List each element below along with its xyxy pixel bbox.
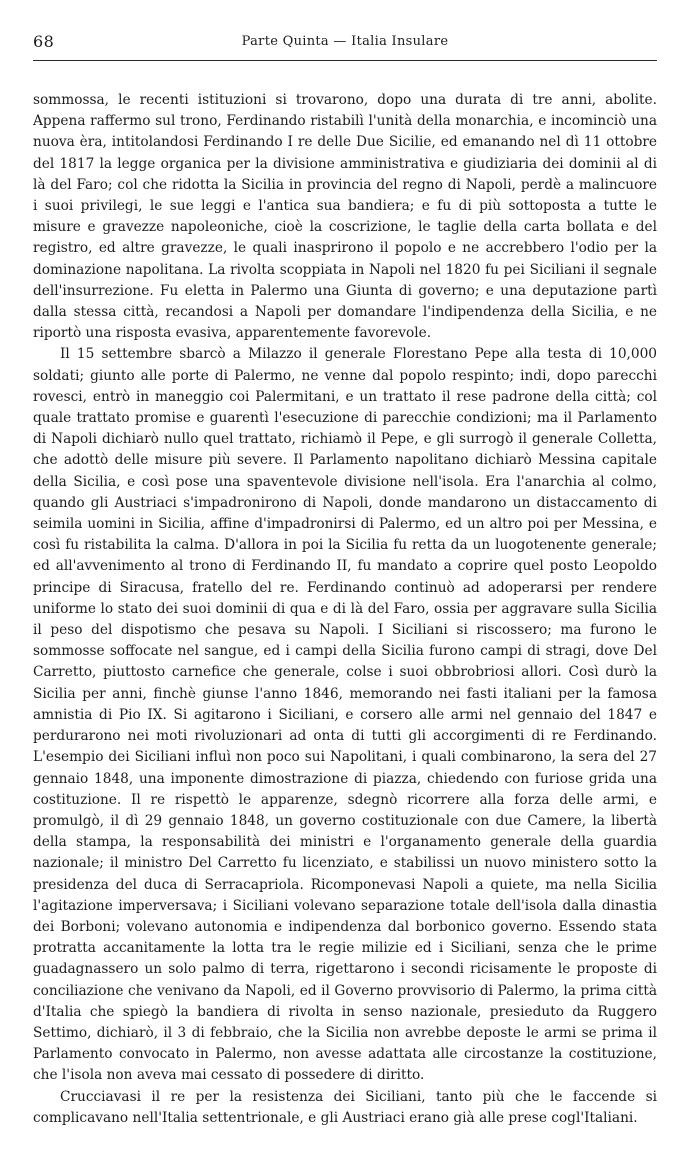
paragraph: Il 15 settembre sbarcò a Milazzo il generale Florestano Pepe alla testa di 10,000 soldati; giunto alle porte di Palermo, ne venne dal popolo respinto; indi, dopo parecchi rovesci, entrò in maneggio coi Palermitani, e un trattato il rese padrone della città; col quale trattato promise e guarentì l'esecuzione di parecchie condizioni; ma il Parlamento di Napoli dichiarò nullo quel trattato, richiamò il Pepe, e gli surrogò il generale Colletta, che adottò delle misure più severe. Il Parlamento napolitano dichiarò Messina capitale della Sicilia, e così pose una spaventevole divisione nell'isola. Era l'anarchia al colmo, quando gli Austriaci s'impadronirono di Napoli, donde mandarono un distaccamento di seimila uomini in Sicilia, affine d'impadronirsi di Palermo, ed un altro poi per Messina, e così fu ristabilita la calma. D'allora in poi la Sicilia fu retta da un luogotenente generale; ed all'avvenimento al trono di Ferdinando II, fu mandato a coprire quel posto Leopoldo principe di Siracusa, fratello del re. Ferdinando continuò ad adoperarsi per rendere uniforme lo stato dei suoi dominii di qua e di là del Faro, ossia per aggravare sulla Sicilia il peso del dispotismo che pesava su Napoli. I Siciliani si riscossero; ma furono le sommosse soffocate nel sangue, ed i campi della Sicilia furono campi di stragi, dove Del Carretto, piuttosto carnefice che generale, colse i suoi obbrobriosi allori. Così durò la Sicilia per anni, finchè giunse l'anno 1846, memorando nei fasti italiani per la famosa amnistia di Pio IX. Si agitarono i Siciliani, e corsero alle armi nel gennaio del 1847 e perdurarono nei moti rivoluzionari ad onta di tutti gli accorgimenti di re Ferdinando. L'esempio dei Siciliani influì non poco sui Napolitani, i quali combinarono, la sera del 27 gennaio 1848, una imponente dimostrazione di piazza, chiedendo con furiose grida una costituzione. Il re rispettò le apparenze, sdegnò ricorrere alla forza delle armi, e promulgò, il dì 29 gennaio 1848, un governo costituzionale con due Camere, la libertà della stampa, la responsabilità dei ministri e l'organamento generale della guardia nazionale; il ministro Del Carretto fu licenziato, e stabilissi un nuovo ministero sotto la presidenza del duca di Serracapriola. Ricomponevasi Napoli a quiete, ma nella Sicilia l'agitazione imperversava; i Siciliani volevano separazione totale dell'isola dalla dinastia dei Borboni; volevano autonomia e indipendenza dal borbonico governo. Essendo stata protratta accanitamente la lotta tra le regie milizie ed i Siciliani, senza che le prime guadagnassero un solo palmo di terra, rigettarono i secondi ricisamente le proposte di conciliazione che venivano da Napoli, ed il Governo provvisorio di Palermo, la prima città d'Italia che spiegò la bandiera di rivolta in senso nazionale, presieduto da Ruggero Settimo, dichiarò, il 3 di febbraio, che la Sicilia non avrebbe deposte le armi se prima il Parlamento convocato in Palermo, non avesse adattata alle circostanze la costituzione, che l'isola non aveva mai cessato di possedere di diritto. [33,346,657,1084]
running-header [33,28,657,56]
paragraph: Crucciavasi il re per la resistenza dei Siciliani, tanto più che le faccende si complicavano nell'Italia settentrionale, e gli Austriaci erano già alle prese cogl'Italiani. [33,1088,657,1126]
body-text [33,90,657,1129]
header-rule [33,60,657,61]
book-page [33,28,657,1129]
running-header-title: Parte Quinta — Italia Insulare [241,34,449,49]
paragraph-continued: sommossa, le recenti istituzioni si trovarono, dopo una durata di tre anni, abolite. Appena raffermo sul trono, Ferdinando ristabilì l'unità della monarchia, e incominciò una nuova èra, intitolandosi Ferdinando I re delle Due Sicilie, ed emanando nel dì 11 ottobre del 1817 la legge organica per la divisione amministrativa e giudiziaria dei dominii al di là del Faro; col che ridotta la Sicilia in provincia del regno di Napoli, perdè a malincuore i suoi privilegi, le sue leggi e l'antica sua bandiera; e fu di più sottoposta a tutte le misure e gravezze napoleoniche, cioè la coscrizione, le taglie della carta bollata e del registro, ed altre gravezze, le quali inasprirono il popolo e ne accrebbero l'odio per la dominazione napolitana. La rivolta scoppiata in Napoli nel 1820 fu pei Siciliani il segnale dell'insurrezione. Fu eletta in Palermo una Giunta di governo; e una deputazione partì dalla stessa città, recandosi a Napoli per domandare l'indipendenza della Sicilia, e ne riportò una risposta evasiva, apparentemente favorevole. [33,92,657,342]
page-number: 68 [33,32,55,51]
